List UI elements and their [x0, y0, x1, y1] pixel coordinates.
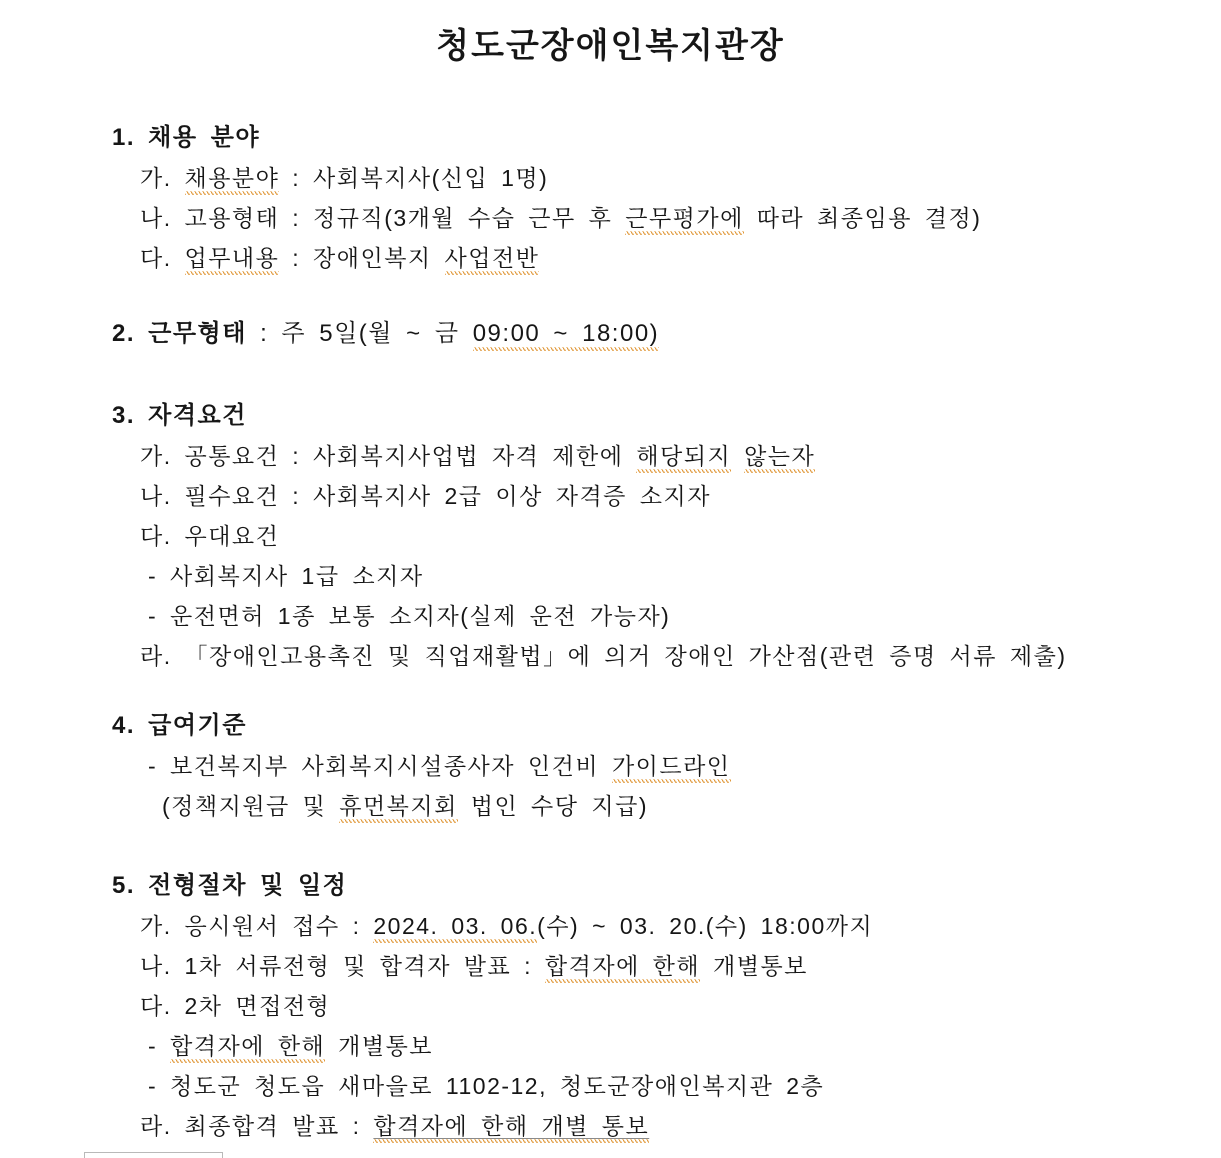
text-segment: 다. [140, 245, 185, 271]
list-item [112, 158, 1181, 198]
section-1 [112, 118, 1181, 278]
partial-table-box [84, 1152, 223, 1158]
text-segment: 다. 우대요건 [140, 523, 280, 549]
list-item [112, 516, 1181, 556]
text-segment: - 사회복지사 1급 소지자 [148, 563, 424, 589]
spellcheck-marked-text: 업무내용 [185, 245, 280, 275]
section-4-heading [112, 706, 1181, 746]
text-segment: 2. 근무형태 [112, 320, 247, 347]
spellcheck-marked-text: 가이드라인 [612, 753, 731, 783]
spellcheck-marked-text: 합격자에 한해 [545, 953, 700, 983]
list-item [112, 556, 1181, 596]
text-segment: (정책지원금 및 [162, 793, 340, 819]
text-segment [731, 443, 744, 469]
document-body [0, 118, 1221, 1146]
list-item [112, 476, 1181, 516]
section-5-heading [112, 866, 1181, 906]
list-item [112, 906, 1181, 946]
list-item [112, 986, 1181, 1026]
text-segment: - [148, 1033, 171, 1059]
text-segment: 나. 필수요건 : 사회복지사 2급 이상 자격증 소지자 [140, 483, 711, 509]
spellcheck-marked-text: 근무평가에 [625, 205, 744, 235]
list-item [112, 636, 1181, 676]
text-segment: 나. 1차 서류전형 및 합격자 발표 : [140, 953, 545, 979]
text-segment: 1. 채용 분야 [112, 124, 261, 151]
text-segment: 개별통보 [325, 1033, 434, 1059]
text-segment: 가. 공통요건 : 사회복지사업법 자격 제한에 [140, 443, 637, 469]
spellcheck-marked-text: 09:00 ~ 18:00) [473, 320, 659, 351]
text-segment: 4. 급여기준 [112, 712, 247, 739]
text-segment: 가. [140, 165, 185, 191]
list-item [112, 1026, 1181, 1066]
spellcheck-marked-text: 휴먼복지회 [339, 793, 458, 823]
list-item [112, 1066, 1181, 1106]
list-item [112, 436, 1181, 476]
spellcheck-marked-text: 합격자에 한해 [170, 1033, 325, 1063]
text-segment: - 보건복지부 사회복지시설종사자 인건비 [148, 753, 612, 779]
text-segment: 개별통보 [700, 953, 808, 979]
text-segment: 3. 자격요건 [112, 402, 247, 429]
section-4 [112, 706, 1181, 826]
text-segment: 라. 최종합격 발표 : [140, 1113, 374, 1139]
section-3-heading [112, 396, 1181, 436]
list-item [112, 596, 1181, 636]
section-2 [112, 314, 1181, 354]
text-segment: : 주 5일(월 ~ 금 [246, 320, 473, 347]
list-item [112, 1106, 1181, 1146]
spellcheck-marked-text: 채용분야 [185, 165, 280, 195]
spellcheck-marked-text: 2024. 03. 06. [373, 913, 537, 943]
text-segment: 가. 응시원서 접수 : [140, 913, 374, 939]
spellcheck-marked-text: 합격자에 한해 개별 통보 [373, 1113, 649, 1143]
list-item [112, 746, 1181, 786]
document-title: 청도군장애인복지관장 [436, 27, 785, 65]
text-segment: 다. 2차 면접전형 [140, 993, 331, 1019]
text-segment: 나. 고용형태 : 정규직(3개월 수습 근무 후 [140, 205, 626, 231]
section-2-heading [112, 314, 1181, 354]
text-segment: 5. 전형절차 및 일정 [112, 872, 348, 899]
list-item [112, 238, 1181, 278]
section-1-heading [112, 118, 1181, 158]
text-segment: : 사회복지사(신입 1명) [279, 165, 549, 191]
text-segment: 따라 최종임용 결정) [743, 205, 982, 231]
spellcheck-marked-text: 해당되지 [636, 443, 731, 473]
text-segment: - 운전면허 1종 보통 소지자(실제 운전 가능자) [148, 603, 671, 629]
list-item [112, 198, 1181, 238]
list-item [112, 946, 1181, 986]
text-segment: 법인 수당 지급) [457, 793, 648, 819]
list-item [112, 786, 1181, 826]
spellcheck-marked-text: 않는자 [744, 443, 815, 473]
text-segment: (수) ~ 03. 20.(수) 18:00까지 [537, 913, 874, 939]
text-segment: - 청도군 청도읍 새마을로 1102-12, 청도군장애인복지관 2층 [148, 1073, 825, 1099]
section-3 [112, 396, 1181, 676]
spellcheck-marked-text: 사업전반 [445, 245, 540, 275]
text-segment: : 장애인복지 [279, 245, 445, 271]
text-segment: 라. 「장애인고용촉진 및 직업재활법」에 의거 장애인 가산점(관련 증명 서류 제출) [140, 643, 1067, 669]
section-5 [112, 866, 1181, 1146]
